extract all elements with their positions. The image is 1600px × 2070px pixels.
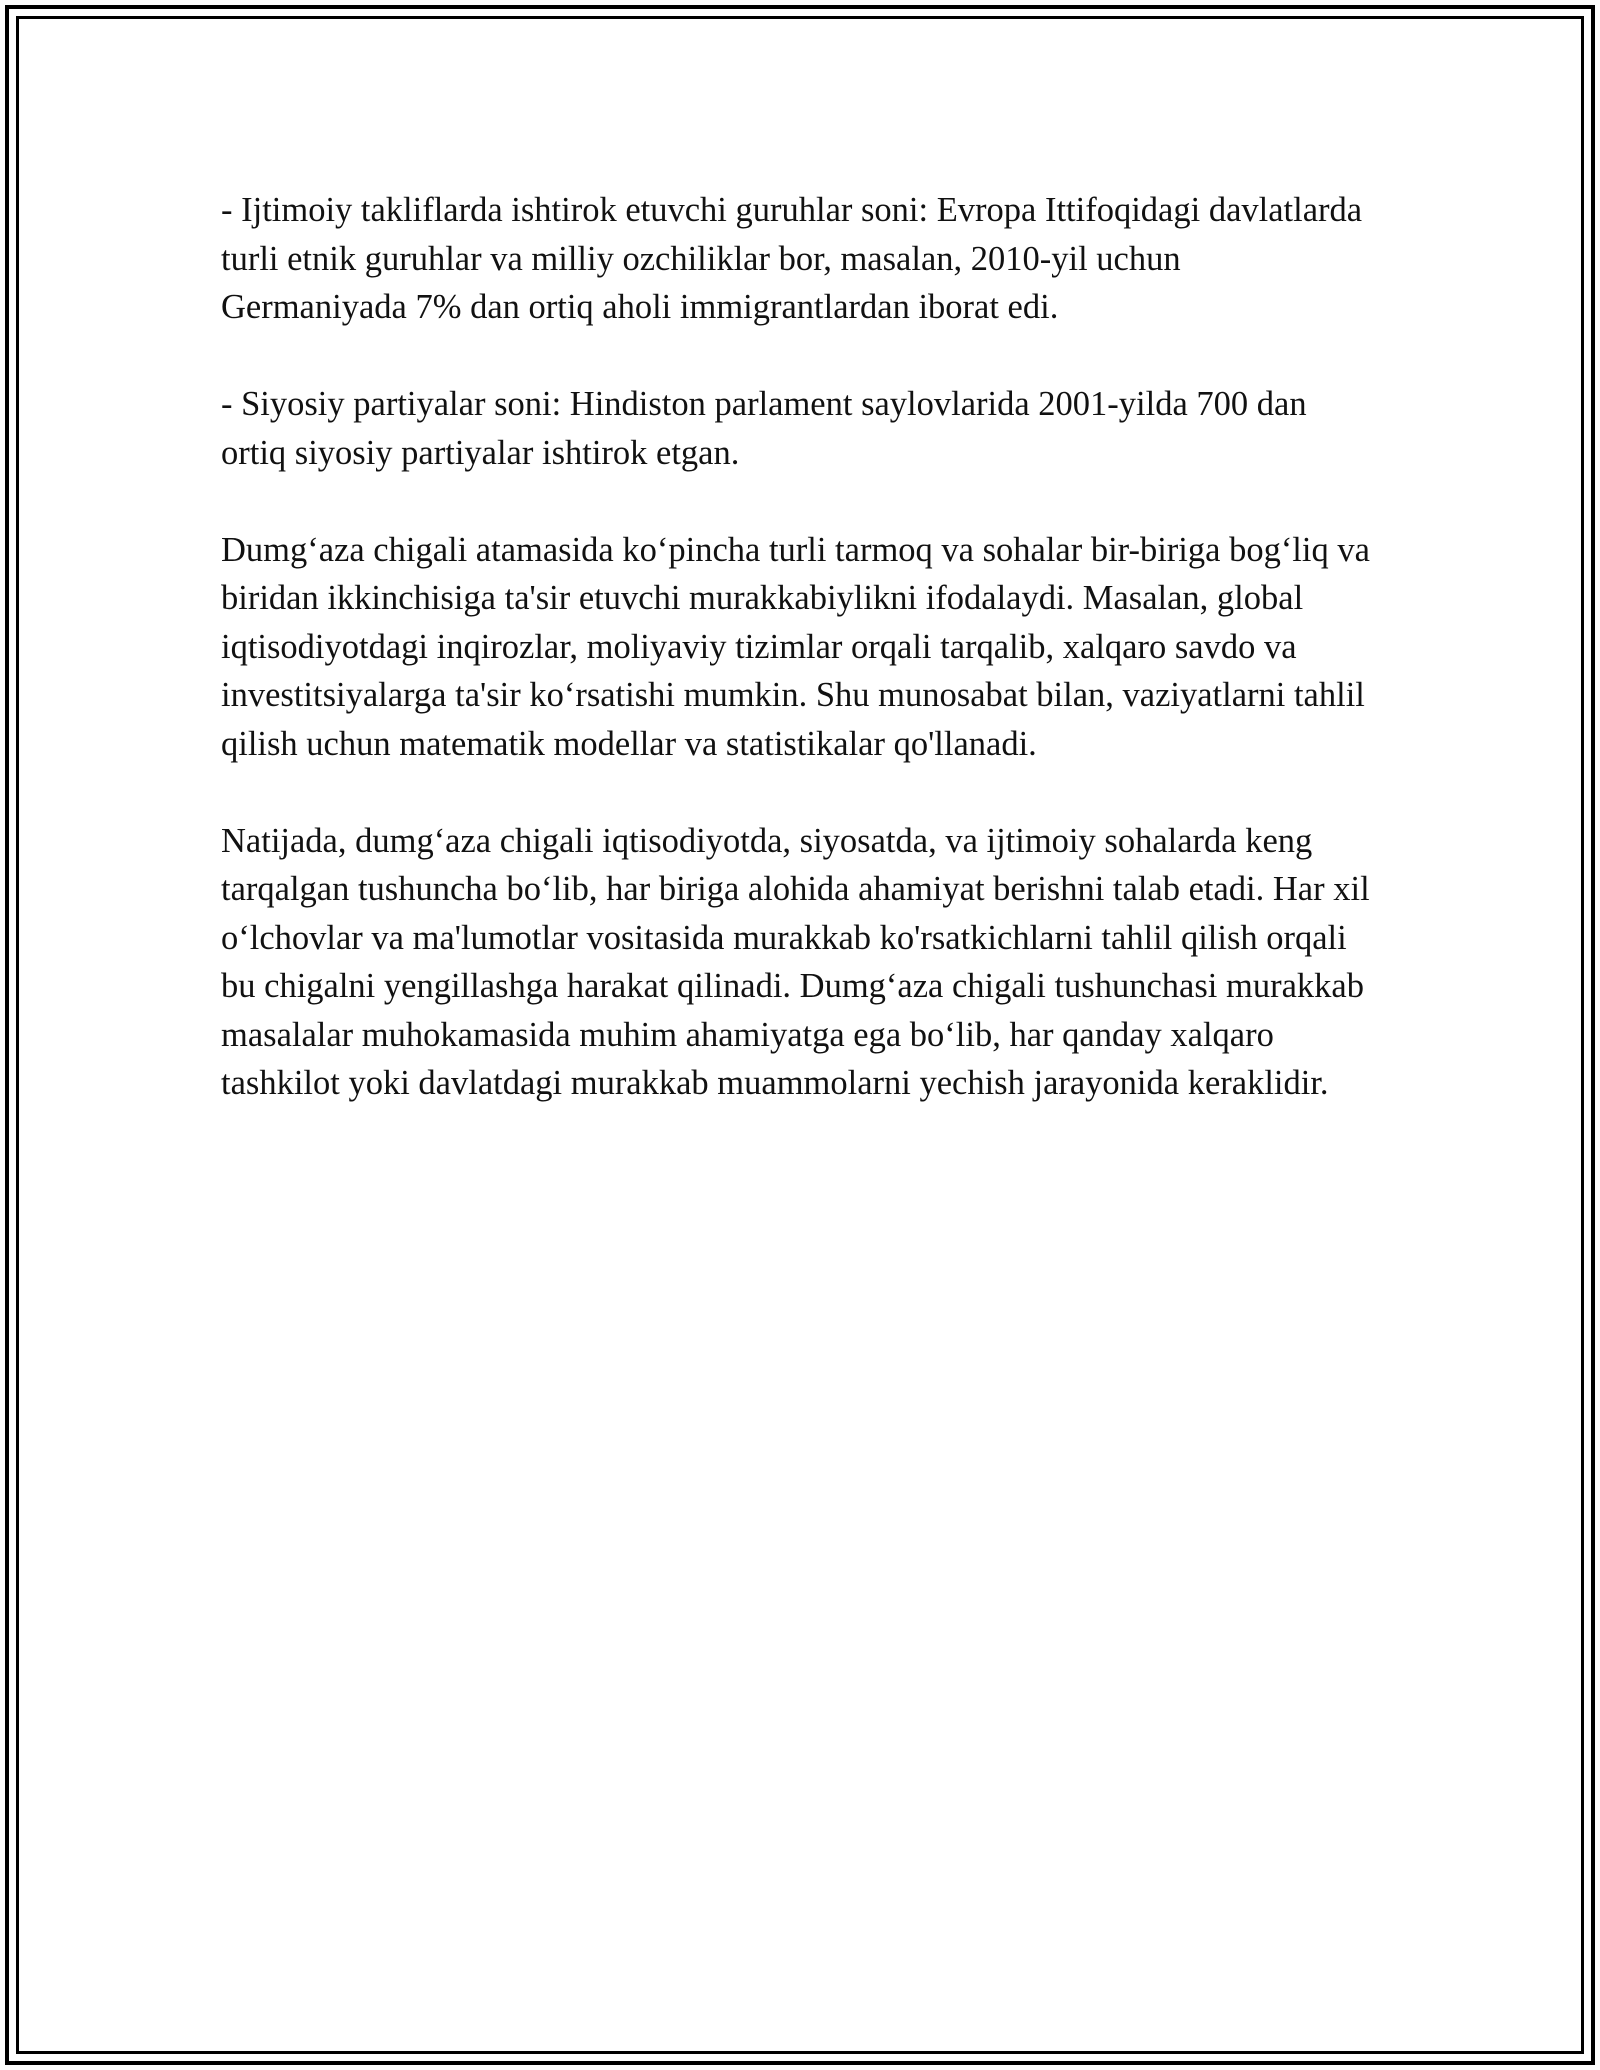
document-body	[221, 186, 1371, 1156]
paragraph-political-parties: - Siyosiy partiyalar soni: Hindiston parlament saylovlarida 2001-yilda 700 dan ortiq siyosiy partiyalar ishtirok etgan.	[221, 385, 1307, 472]
paragraph-conclusion: Natijada, dumg‘aza chigali iqtisodiyotda, siyosatda, va ijtimoiy sohalarda keng tarqalgan tushuncha bo‘lib, har biriga alohida ahamiyat berishni talab etadi. Har xil o‘lchovlar va ma'lumotlar vositasida murakkab ko'rsatkichlarni tahlil qilish orqali bu chigalni yengillashga harakat qilinadi. Dumg‘aza chigali tushunchasi murakkab masalalar muhokamasida muhim ahamiyatga ega bo‘lib, har qanday xalqaro tashkilot yoki davlatdagi murakkab muammolarni yechish jarayonida keraklidir.	[221, 821, 1370, 1102]
paragraph-complexity-definition: Dumg‘aza chigali atamasida ko‘pincha turli tarmoq va sohalar bir-biriga bog‘liq va biridan ikkinchisiga ta'sir etuvchi murakkabiylikni ifodalaydi. Masalan, global iqtisodiyotdagi inqirozlar, moliyaviy tizimlar orqali tarqalib, xalqaro savdo va investitsiyalarga ta'sir ko‘rsatishi mumkin. Shu munosabat bilan, vaziyatlarni tahlil qilish uchun matematik modellar va statistikalar qo'llanadi.	[221, 530, 1370, 763]
paragraph-ethnic-groups: - Ijtimoiy takliflarda ishtirok etuvchi guruhlar soni: Evropa Ittifoqidagi davlatlarda turli etnik guruhlar va milliy ozchiliklar bor, masalan, 2010-yil uchun Germaniyada 7% dan ortiq aholi immigrantlardan iborat edi.	[221, 191, 1363, 326]
